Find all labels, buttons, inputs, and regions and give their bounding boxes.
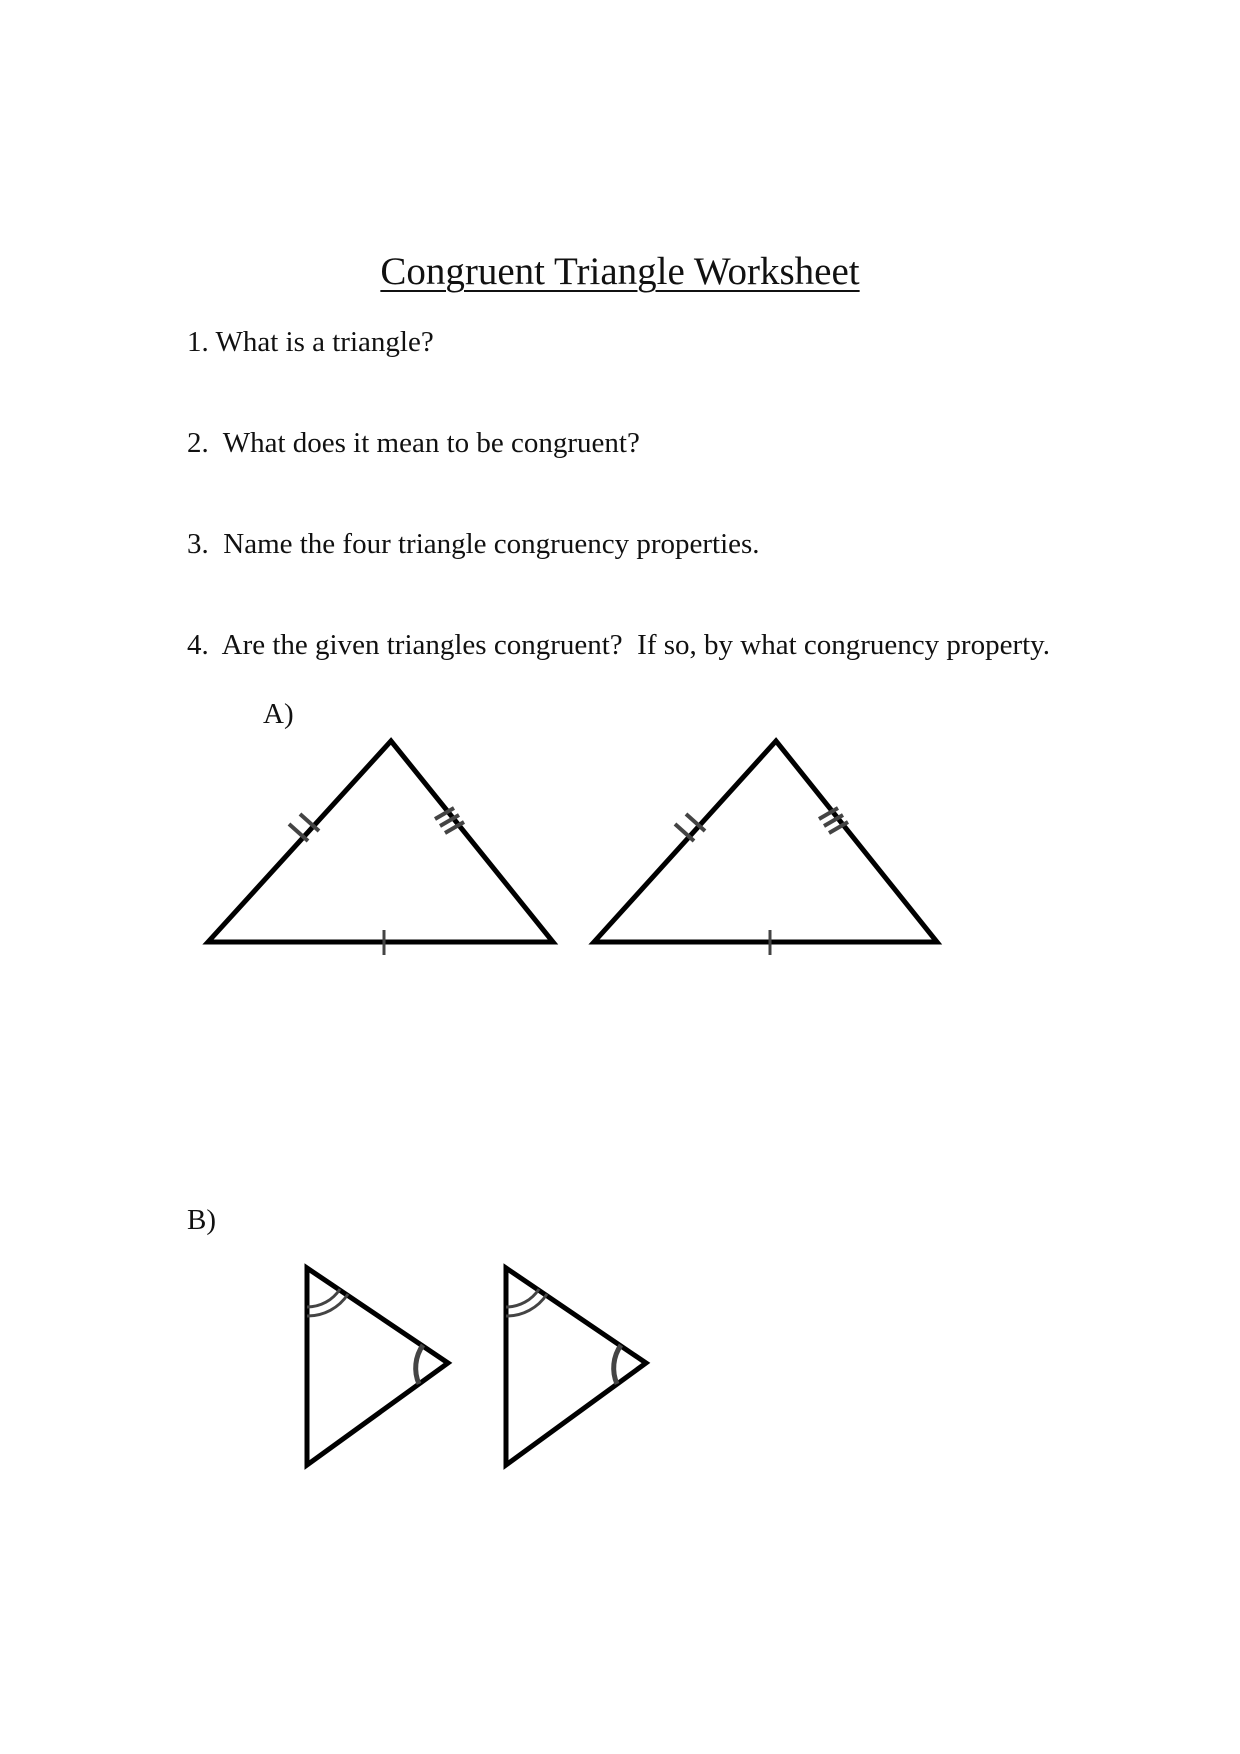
question-4: 4. Are the given triangles congruent? If so, by what congruency property. [187, 629, 1051, 661]
part-a-triangle-1 [208, 741, 553, 955]
triangle-a2-double-tick [675, 814, 705, 841]
worksheet-title: Congruent Triangle Worksheet [380, 250, 860, 293]
triangle-b2-single-angle-arc [614, 1345, 621, 1384]
triangle-a2-outline [594, 741, 937, 942]
question-2: 2. What does it mean to be congruent? [187, 427, 640, 459]
part-b-triangle-1 [307, 1268, 448, 1465]
question-1: 1. What is a triangle? [187, 326, 434, 358]
part-a-triangle-2 [594, 741, 937, 955]
triangle-b1-single-angle-arc [416, 1345, 423, 1384]
triangle-b2-outline [506, 1268, 646, 1465]
question-3: 3. Name the four triangle congruency properties. [187, 528, 760, 560]
part-b-label: B) [187, 1204, 216, 1236]
triangle-a1-outline [208, 741, 553, 942]
triangle-b1-outline [307, 1268, 448, 1465]
triangle-a1-double-tick [289, 814, 319, 841]
part-b-triangle-2 [506, 1268, 646, 1465]
part-a-label: A) [263, 698, 294, 730]
